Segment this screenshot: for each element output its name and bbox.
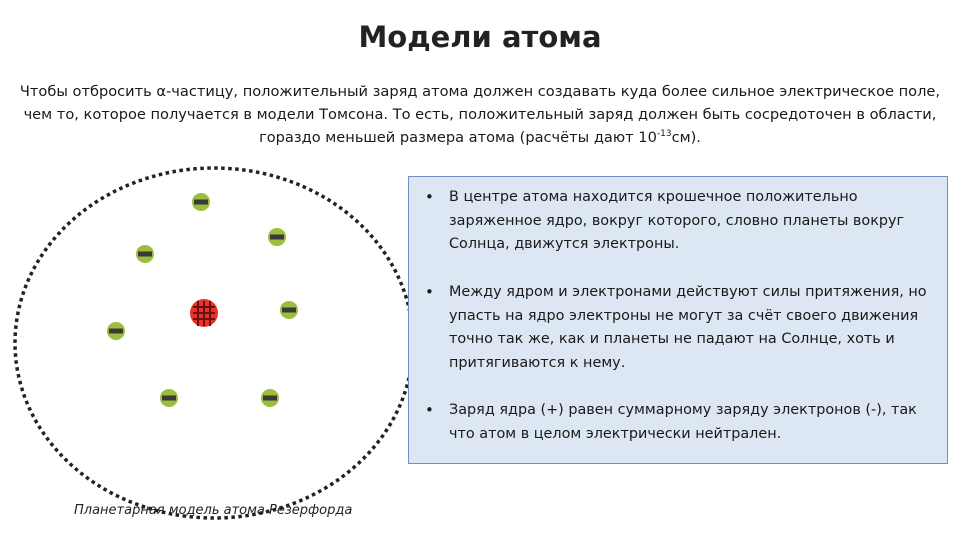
electron bbox=[107, 322, 125, 340]
diagram-caption: Планетарная модель атома Резерфорда bbox=[74, 503, 353, 518]
intro-text-end: см). bbox=[671, 129, 701, 146]
slide-title: Модели атома bbox=[358, 20, 602, 54]
electron bbox=[160, 389, 178, 407]
nucleus-label: +++ bbox=[191, 305, 217, 316]
rutherford-atom-diagram bbox=[0, 160, 420, 520]
electron bbox=[280, 301, 298, 319]
atom-boundary bbox=[15, 168, 413, 518]
nucleus bbox=[190, 299, 218, 327]
electron bbox=[268, 228, 286, 246]
electron bbox=[136, 245, 154, 263]
intro-paragraph bbox=[14, 80, 946, 149]
bullet-item: • Между ядром и электронами действуют силы притяжения, но упасть на ядро электроны не могут за счёт своего движения точно так же, как и планеты не падают на Солнце, хоть и притягиваются к нему. bbox=[449, 281, 937, 375]
bullet-item: • В центре атома находится крошечное положительно заряженное ядро, вокруг которого, словно планеты вокруг Солнца, движутся электроны. bbox=[449, 186, 937, 257]
intro-text: Чтобы отбросить α-частицу, положительный заряд атома должен создавать куда более сильное электрическое поле, чем то, которое получается в модели Томсона. То есть, положительный заряд должен быть сосредоточен в области, гораздо меньшей размера атома (расчёты дают 10 bbox=[19, 83, 941, 146]
intro-exponent: -13 bbox=[656, 129, 672, 139]
info-box bbox=[408, 176, 948, 464]
bullet-item: • Заряд ядра (+) равен суммарному заряду электронов (-), так что атом в целом электрически нейтрален. bbox=[449, 399, 937, 446]
electron bbox=[261, 389, 279, 407]
electron bbox=[192, 193, 210, 211]
